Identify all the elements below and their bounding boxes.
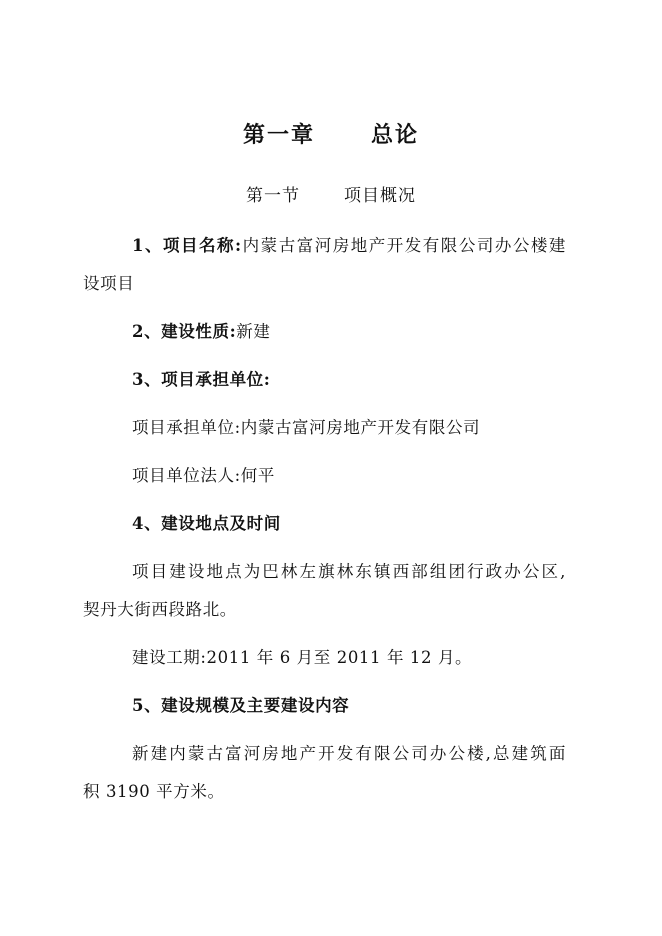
undertaking-unit-line: 项目承担单位:内蒙古富河房地产开发有限公司 — [132, 418, 481, 437]
scale-content-heading: 5、建设规模及主要建设内容 — [132, 696, 350, 715]
chapter-number: 第一章 — [242, 122, 315, 148]
location-continuation: 契丹大街西段路北。 — [83, 600, 237, 619]
project-name-label: 1、项目名称: — [132, 236, 242, 255]
section-number: 第一节 — [246, 186, 300, 206]
project-name-continuation: 设项目 — [83, 274, 135, 293]
construction-period-line: 建设工期:2011 年 6 月至 2011 年 12 月。 — [132, 648, 473, 667]
scale-content-continuation: 积 3190 平方米。 — [83, 782, 225, 801]
construction-nature-value: 新建 — [236, 322, 271, 341]
section-heading — [0, 181, 662, 206]
location-line: 项目建设地点为巴林左旗林东镇西部组团行政办公区, — [132, 562, 566, 581]
location-time-heading: 4、建设地点及时间 — [132, 514, 281, 533]
construction-nature-label: 2、建设性质: — [132, 322, 237, 341]
project-name-value: 内蒙古富河房地产开发有限公司办公楼建 — [241, 236, 566, 255]
scale-content-line: 新建内蒙古富河房地产开发有限公司办公楼,总建筑面 — [132, 744, 566, 763]
construction-nature-paragraph — [132, 321, 270, 343]
chapter-heading — [0, 118, 662, 149]
undertaking-unit-heading: 3、项目承担单位: — [132, 370, 271, 389]
chapter-title: 总论 — [371, 122, 420, 148]
legal-person-line: 项目单位法人:何平 — [132, 466, 275, 485]
section-title: 项目概况 — [344, 186, 416, 206]
project-name-paragraph — [132, 235, 566, 257]
